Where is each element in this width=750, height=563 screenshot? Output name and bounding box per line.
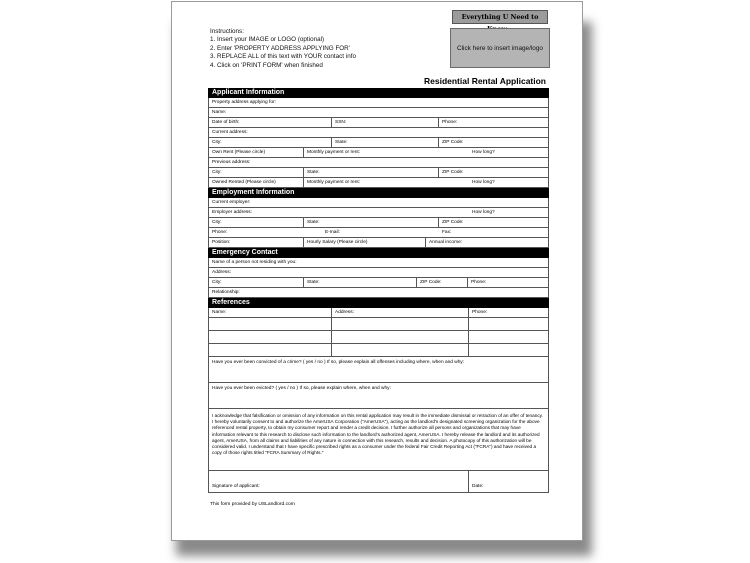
ref-col-address: Address: bbox=[332, 308, 469, 317]
ref-col-phone: Phone: bbox=[472, 310, 488, 315]
eviction-question-field[interactable]: Have you ever been evicted? ( yes / no ) If so, please explain where, when and why: bbox=[212, 386, 391, 391]
form-row bbox=[208, 158, 549, 168]
ref-address-cell[interactable] bbox=[332, 318, 469, 330]
monthly-payment-field[interactable]: Monthly payment or rent: bbox=[307, 150, 361, 155]
form-row bbox=[208, 208, 549, 218]
crime-question-field[interactable]: Have you ever been convicted of a crime? ( yes / no ) If so, please explain all offenses including where, when and why: bbox=[212, 360, 465, 365]
employer-fax-field[interactable]: Fax: bbox=[442, 230, 452, 235]
form-row bbox=[208, 98, 549, 108]
instructions-block bbox=[210, 28, 356, 70]
owned-rented-field[interactable]: Owned Rented (Please circle) bbox=[209, 178, 304, 187]
form-row bbox=[208, 148, 549, 158]
emergency-zip-field[interactable]: ZIP Code: bbox=[417, 278, 468, 287]
how-long-field[interactable]: How long? bbox=[472, 150, 495, 155]
position-field[interactable]: Position: bbox=[209, 238, 304, 247]
current-employer-field[interactable]: Current employer: bbox=[212, 200, 251, 205]
acknowledgement-row bbox=[208, 409, 549, 471]
section-header-employment: Employment Information bbox=[208, 188, 549, 198]
prev-how-long-field[interactable]: How long? bbox=[472, 180, 495, 185]
own-rent-field[interactable]: Own Rent (Please circle) bbox=[209, 148, 304, 157]
ref-name-cell[interactable] bbox=[209, 344, 332, 356]
city-field[interactable]: City: bbox=[209, 138, 332, 147]
crime-question-row bbox=[208, 357, 549, 383]
section-header-applicant: Applicant Information bbox=[208, 88, 549, 98]
ref-phone-cell[interactable] bbox=[469, 344, 548, 356]
form-row bbox=[208, 268, 549, 278]
prev-monthly-payment-field[interactable]: Monthly payment or rent: bbox=[307, 180, 361, 185]
ref-address-cell[interactable] bbox=[332, 331, 469, 343]
employer-city-field[interactable]: City: bbox=[209, 218, 304, 227]
form-row bbox=[208, 258, 549, 268]
state-field[interactable]: State: bbox=[332, 138, 439, 147]
reference-row bbox=[208, 331, 549, 344]
ref-phone-cell[interactable] bbox=[469, 318, 548, 330]
logo-placeholder-text: Click here to insert image/logo bbox=[457, 44, 543, 52]
eviction-question-row bbox=[208, 383, 549, 409]
prev-zip-field[interactable]: ZIP Code: bbox=[442, 170, 464, 175]
form-row bbox=[208, 218, 549, 228]
form-row bbox=[208, 238, 549, 248]
form-row bbox=[208, 278, 549, 288]
ref-name-cell[interactable] bbox=[209, 318, 332, 330]
employer-zip-field[interactable]: ZIP Code: bbox=[442, 220, 464, 225]
instructions-heading: Instructions: bbox=[210, 28, 244, 35]
form-row bbox=[208, 178, 549, 188]
employer-state-field[interactable]: State: bbox=[304, 218, 439, 227]
emergency-address-field[interactable]: Address: bbox=[212, 270, 231, 275]
zip-field[interactable]: ZIP Code: bbox=[442, 140, 464, 145]
ref-phone-cell[interactable] bbox=[469, 331, 548, 343]
form-row bbox=[208, 198, 549, 208]
signature-field[interactable]: Signature of applicant: bbox=[209, 471, 469, 492]
employment-how-long-field[interactable]: How long? bbox=[472, 210, 495, 215]
footer-credit: This form provided by USLandlord.com bbox=[210, 502, 295, 507]
ssn-field[interactable]: SSN: bbox=[332, 118, 439, 127]
employer-address-field[interactable]: Employer address: bbox=[212, 210, 252, 215]
ref-name-cell[interactable] bbox=[209, 331, 332, 343]
reference-row bbox=[208, 318, 549, 331]
rental-application-page bbox=[171, 1, 583, 541]
form-row bbox=[208, 128, 549, 138]
form-row bbox=[208, 118, 549, 128]
emergency-city-field[interactable]: City: bbox=[209, 278, 304, 287]
phone-field[interactable]: Phone: bbox=[442, 120, 458, 125]
instruction-step: 3. REPLACE ALL of this text with YOUR contact info bbox=[210, 53, 356, 61]
reference-row bbox=[208, 344, 549, 357]
prev-state-field[interactable]: State: bbox=[304, 168, 439, 177]
property-address-field[interactable]: Property address applying for: bbox=[212, 100, 276, 105]
instruction-step: 2. Enter 'PROPERTY ADDRESS APPLYING FOR' bbox=[210, 44, 350, 52]
emergency-phone-field[interactable]: Phone: bbox=[471, 280, 487, 285]
ref-col-name: Name: bbox=[209, 308, 332, 317]
prev-city-field[interactable]: City: bbox=[209, 168, 304, 177]
acknowledgement-text: I acknowledge that falsification or omission of any information on this rental application may result in the immediate dismissal or retraction of an offer of tenancy. I hereby voluntarily consent to and authorize the AmerUSA Corporation ("AmerUSA"), acting as the landlord's designated screening organization for the above referenced rental property, to obtain my consumer report and render a credit decision. I further authorize all persons and organizations that may have information relevant to this research to disclose such information to the landlord's authorized agent, AmerUSA. I hereby release the landlord and its authorized agent, AmerUSA, from all claims and liabilities of any nature in connection with this research, results and decision. A photocopy of this authorization will be considered valid. I understand that I have specific prescribed rights as a consumer under the federal Fair Credit Reporting Act ("FCRA") and have received a copy of those rights titled "FCRA Summary of Rights." bbox=[212, 413, 543, 456]
pay-type-field[interactable]: Hourly Salary (Please circle) bbox=[304, 238, 426, 247]
application-form bbox=[208, 88, 549, 493]
ref-address-cell[interactable] bbox=[332, 344, 469, 356]
relationship-field[interactable]: Relationship: bbox=[212, 290, 240, 295]
section-header-references: References bbox=[208, 298, 549, 308]
annual-income-field[interactable]: Annual income: bbox=[429, 240, 463, 245]
emergency-state-field[interactable]: State: bbox=[304, 278, 417, 287]
dob-field[interactable]: Date of birth: bbox=[209, 118, 332, 127]
brand-label[interactable]: Everything U Need to bbox=[452, 10, 548, 24]
logo-placeholder-button[interactable] bbox=[450, 28, 550, 68]
previous-address-field[interactable]: Previous address: bbox=[212, 160, 251, 165]
employer-email-field[interactable]: E-mail: bbox=[325, 230, 340, 235]
signature-row bbox=[208, 471, 549, 493]
employer-phone-field[interactable]: Phone: bbox=[212, 230, 228, 235]
date-field[interactable]: Date: bbox=[472, 484, 484, 489]
references-header-row bbox=[208, 308, 549, 318]
form-row bbox=[208, 168, 549, 178]
form-row bbox=[208, 138, 549, 148]
form-title: Residential Rental Application bbox=[423, 76, 546, 86]
instruction-step: 1. Insert your IMAGE or LOGO (optional) bbox=[210, 36, 325, 44]
form-row bbox=[208, 108, 549, 118]
current-address-field[interactable]: Current address: bbox=[212, 130, 248, 135]
section-header-emergency: Emergency Contact bbox=[208, 248, 549, 258]
name-field[interactable]: Name: bbox=[212, 110, 227, 115]
instruction-step: 4. Click on 'PRINT FORM' when finished bbox=[210, 61, 323, 69]
emergency-name-field[interactable]: Name of a person not residing with you: bbox=[212, 260, 297, 265]
form-row bbox=[208, 228, 549, 238]
form-row bbox=[208, 288, 549, 298]
